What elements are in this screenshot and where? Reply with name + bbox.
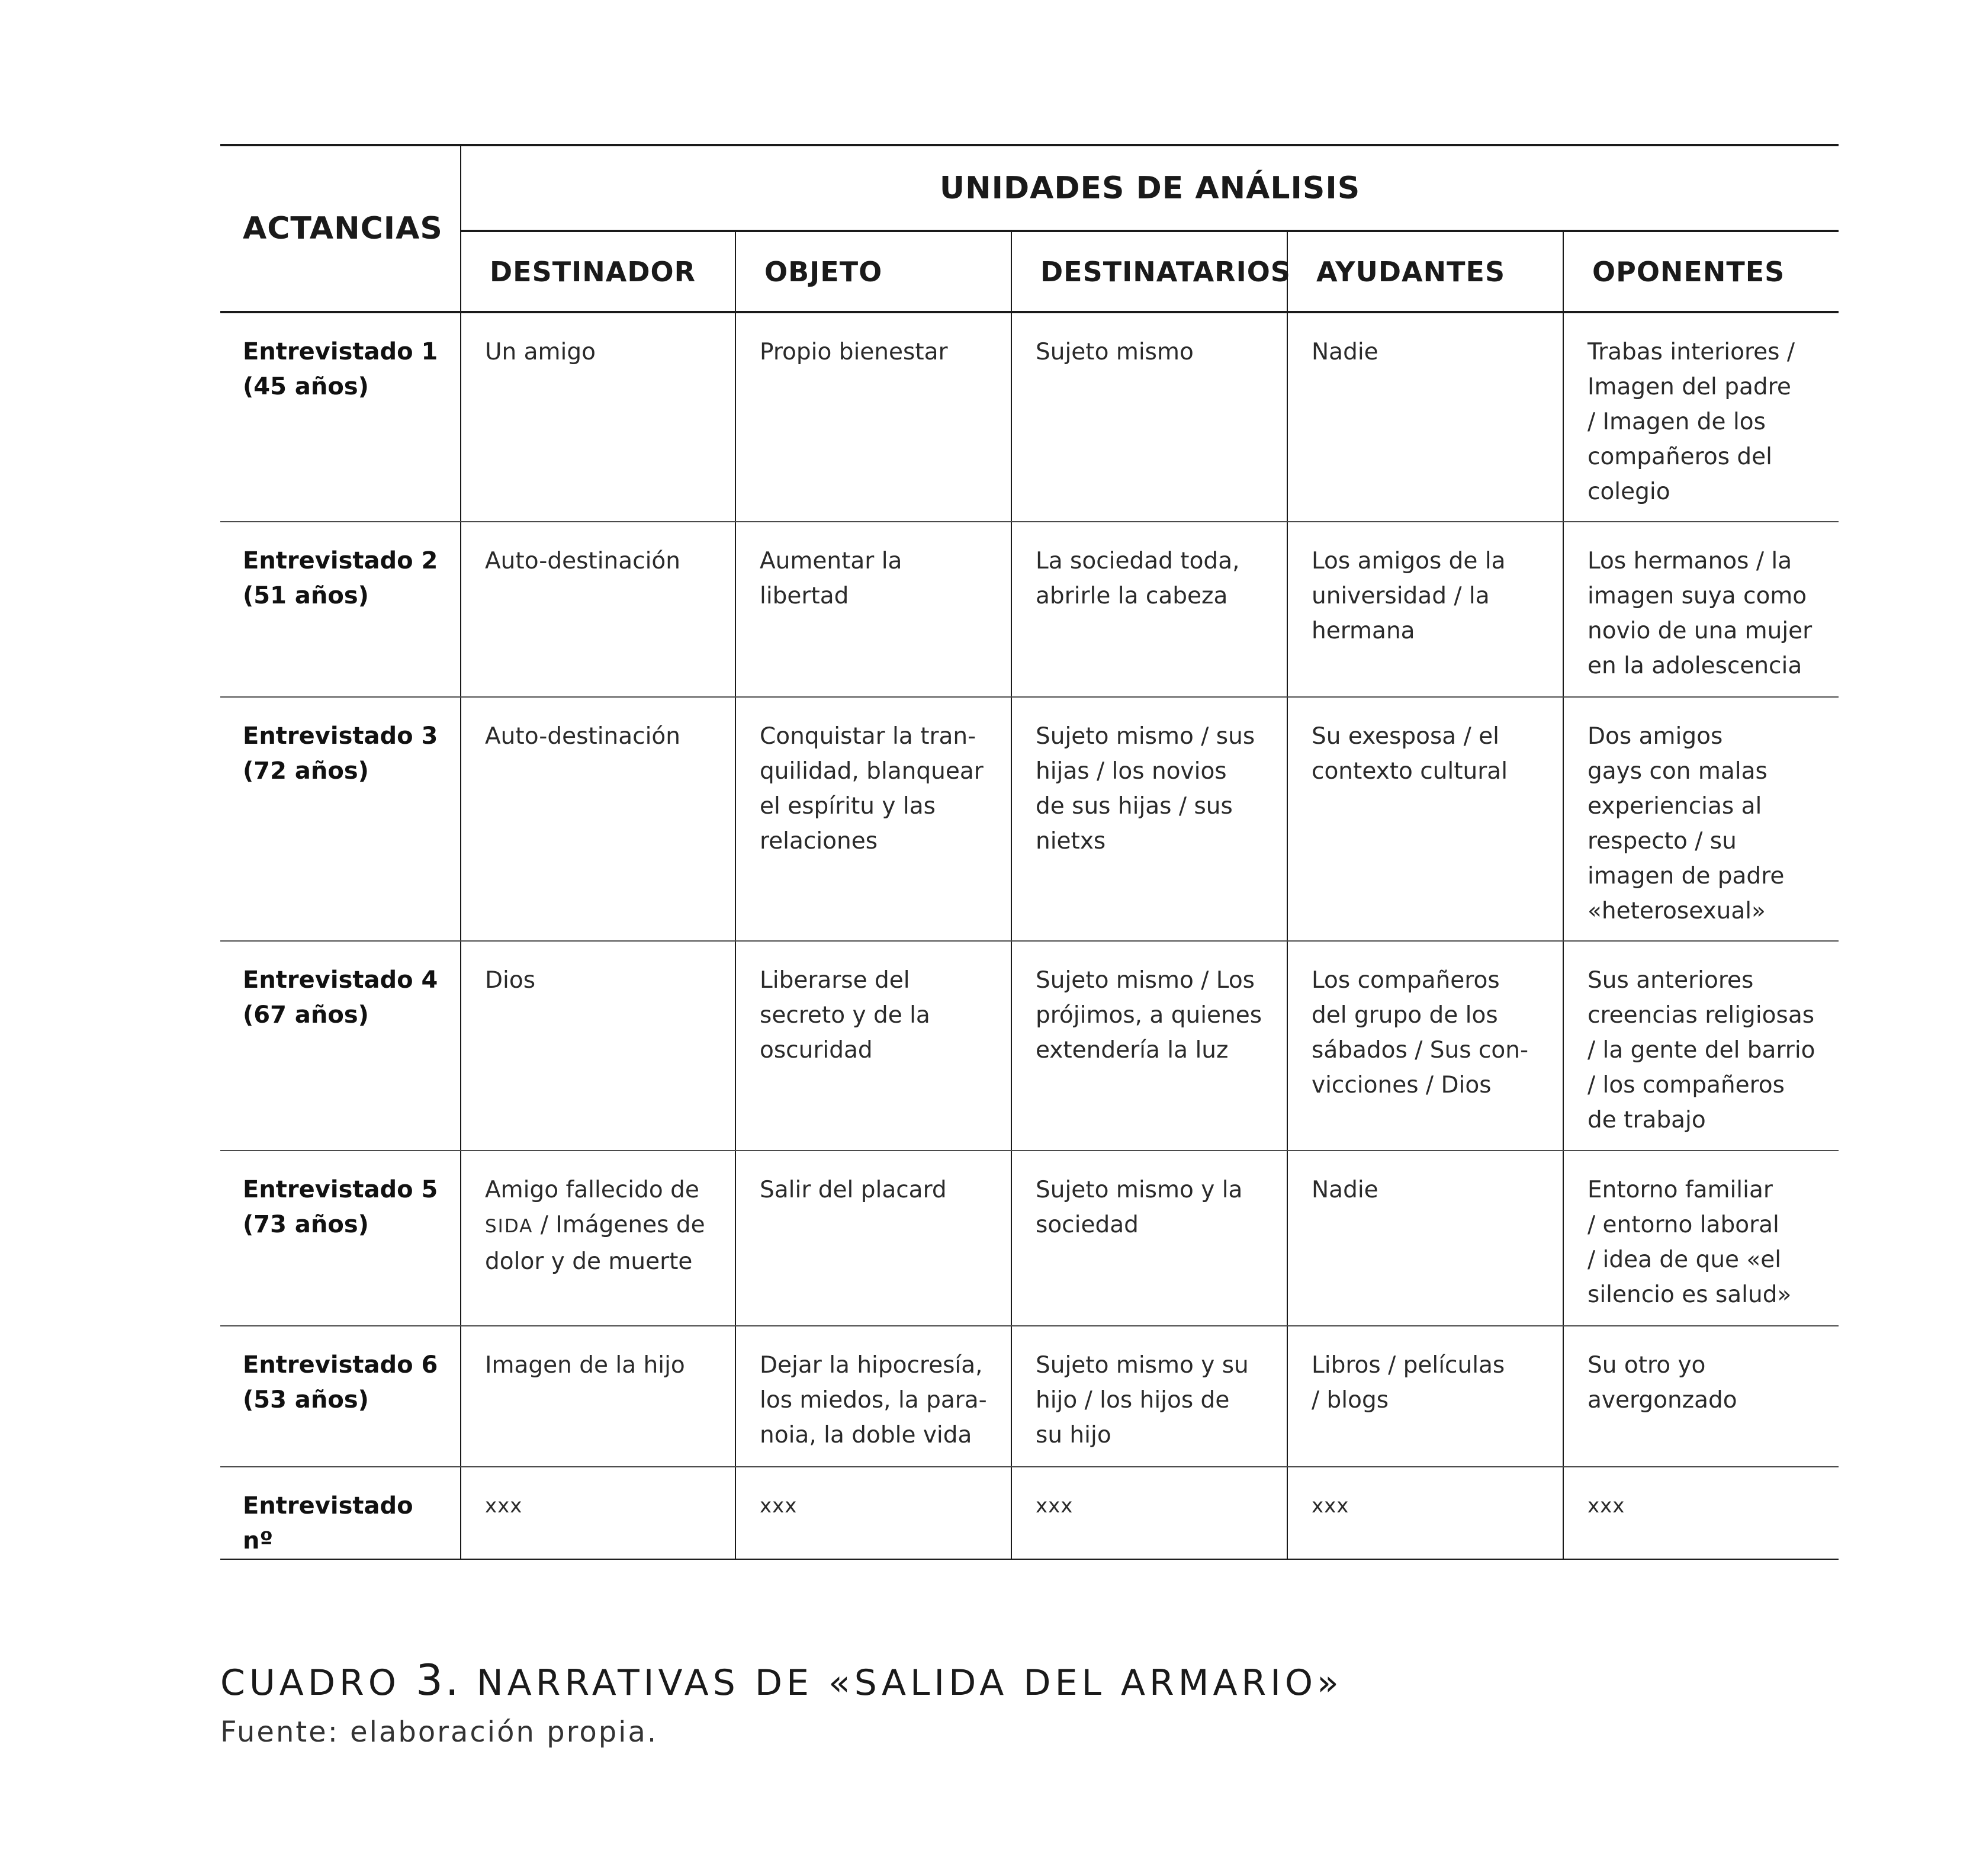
- cell-line: Conquistar la tran-: [760, 723, 976, 750]
- cell-line: Sus anteriores: [1587, 967, 1754, 994]
- table-caption: [220, 1655, 1343, 1705]
- cell-objeto: [735, 1467, 1011, 1559]
- table-row: [220, 1467, 1839, 1559]
- cell-line: Los compañeros: [1312, 967, 1500, 994]
- cell-line: hijas / los novios: [1036, 758, 1227, 785]
- caption-label: CUADRO: [220, 1662, 400, 1704]
- row-header-line: (73 años): [243, 1211, 369, 1238]
- cell-line: Liberarse del: [760, 967, 910, 994]
- cell-line: imagen suya como: [1587, 583, 1807, 609]
- cell-line: oscuridad: [760, 1037, 873, 1064]
- column-header-destinador: DESTINADOR: [461, 231, 735, 312]
- cell-line: de sus hijas / sus: [1036, 793, 1233, 820]
- cell-line: silencio es salud»: [1587, 1281, 1792, 1308]
- cell-line: xxx: [1036, 1494, 1074, 1518]
- cell-oponentes: [1563, 1151, 1839, 1326]
- cell-line: quilidad, blanquear: [760, 758, 984, 785]
- cell-line: Sujeto mismo y la: [1036, 1177, 1243, 1203]
- cell-line: Un amigo: [485, 339, 596, 365]
- cell-destinatarios: [1011, 1151, 1287, 1326]
- cell-line: abrirle la cabeza: [1036, 583, 1228, 609]
- row-header-line: Entrevistado 2: [243, 547, 438, 574]
- source-note: Fuente: elaboración propia.: [220, 1716, 658, 1749]
- cell-destinador: [461, 522, 735, 697]
- cell-destinatarios: [1011, 312, 1287, 522]
- row-header-line: (72 años): [243, 757, 369, 785]
- row-header-line: Entrevistado 5: [243, 1176, 438, 1203]
- cell-oponentes: [1563, 697, 1839, 941]
- table-body: [220, 312, 1839, 1559]
- cell-line: Sujeto mismo / Los: [1036, 967, 1255, 994]
- column-header-ayudantes: AYUDANTES: [1287, 231, 1563, 312]
- cell-ayudantes: [1287, 1151, 1563, 1326]
- cell-line: Nadie: [1312, 339, 1378, 365]
- cell-line: Amigo fallecido de: [485, 1177, 699, 1203]
- cell-line: compañeros del: [1587, 444, 1772, 470]
- cell-destinador: [461, 1326, 735, 1467]
- cell-line: gays con malas: [1587, 758, 1768, 785]
- cell-line: secreto y de la: [760, 1002, 930, 1029]
- cell-line: Sujeto mismo: [1036, 339, 1194, 365]
- row-header-interviewee: [220, 312, 461, 522]
- cell-line: Propio bienestar: [760, 339, 948, 365]
- cell-line: SIDA / Imágenes de: [485, 1212, 705, 1238]
- caption-number: 3.: [416, 1655, 461, 1705]
- cell-destinatarios: [1011, 697, 1287, 941]
- cell-line: Libros / películas: [1312, 1352, 1505, 1379]
- cell-line: Imagen de la hijo: [485, 1352, 685, 1379]
- row-header-line: Entrevistado 1: [243, 338, 438, 365]
- cell-line: Su otro yo: [1587, 1352, 1706, 1379]
- row-header-line: (67 años): [243, 1001, 369, 1029]
- cell-objeto: [735, 697, 1011, 941]
- small-caps-text: SIDA: [485, 1216, 534, 1237]
- cell-line: / Imagen de los: [1587, 409, 1766, 435]
- cell-line: colegio: [1587, 478, 1670, 505]
- actancias-table: [220, 144, 1839, 1560]
- row-header-interviewee: [220, 1151, 461, 1326]
- cell-line: / entorno laboral: [1587, 1212, 1779, 1238]
- cell-line: Auto-destinación: [485, 723, 681, 750]
- cell-destinador: [461, 312, 735, 522]
- table-row: [220, 941, 1839, 1151]
- row-header-line: (45 años): [243, 373, 369, 400]
- cell-destinatarios: [1011, 522, 1287, 697]
- cell-line: avergonzado: [1587, 1387, 1737, 1414]
- cell-line: vicciones / Dios: [1312, 1072, 1492, 1098]
- cell-line: su hijo: [1036, 1422, 1111, 1448]
- column-header-objeto: OBJETO: [735, 231, 1011, 312]
- cell-destinador: [461, 1467, 735, 1559]
- cell-line: La sociedad toda,: [1036, 548, 1240, 574]
- cell-objeto: [735, 522, 1011, 697]
- cell-ayudantes: [1287, 1467, 1563, 1559]
- row-header-line: Entrevistado 4: [243, 966, 438, 994]
- cell-objeto: [735, 312, 1011, 522]
- cell-line: xxx: [1312, 1494, 1349, 1518]
- cell-line: Dejar la hipocresía,: [760, 1352, 983, 1379]
- cell-objeto: [735, 1151, 1011, 1326]
- cell-oponentes: [1563, 1467, 1839, 1559]
- table-row: [220, 1151, 1839, 1326]
- cell-oponentes: [1563, 941, 1839, 1151]
- table-row: [220, 522, 1839, 697]
- cell-destinador: [461, 1151, 735, 1326]
- cell-destinador: [461, 697, 735, 941]
- cell-destinatarios: [1011, 941, 1287, 1151]
- cell-destinador: [461, 941, 735, 1151]
- cell-line: Los amigos de la: [1312, 548, 1506, 574]
- cell-objeto: [735, 941, 1011, 1151]
- row-header-line: (53 años): [243, 1386, 369, 1414]
- cell-line: Trabas interiores /: [1587, 339, 1795, 365]
- cell-line: experiencias al: [1587, 793, 1762, 820]
- cell-line: prójimos, a quienes: [1036, 1002, 1262, 1029]
- cell-ayudantes: [1287, 1326, 1563, 1467]
- cell-destinatarios: [1011, 1467, 1287, 1559]
- cell-line: Dios: [485, 967, 536, 994]
- cell-line: libertad: [760, 583, 849, 609]
- cell-line: de trabajo: [1587, 1107, 1706, 1133]
- column-header-destinatarios: DESTINATARIOS: [1011, 231, 1287, 312]
- cell-line: / la gente del barrio: [1587, 1037, 1815, 1064]
- row-header-line: Entrevistado 3: [243, 722, 438, 750]
- cell-ayudantes: [1287, 522, 1563, 697]
- cell-line: Entorno familiar: [1587, 1177, 1773, 1203]
- cell-line: imagen de padre: [1587, 863, 1785, 889]
- cell-line: / blogs: [1312, 1387, 1389, 1414]
- cell-ayudantes: [1287, 312, 1563, 522]
- cell-line: Aumentar la: [760, 548, 902, 574]
- table-header: [220, 145, 1839, 312]
- cell-line: Sujeto mismo / sus: [1036, 723, 1255, 750]
- cell-line: Imagen del padre: [1587, 374, 1791, 400]
- cell-line: relaciones: [760, 828, 878, 855]
- cell-line: respecto / su: [1587, 828, 1737, 855]
- table-row: [220, 697, 1839, 941]
- cell-line: noia, la doble vida: [760, 1422, 972, 1448]
- row-header-interviewee: [220, 697, 461, 941]
- cell-line: sociedad: [1036, 1212, 1139, 1238]
- row-header-line: (51 años): [243, 582, 369, 609]
- cell-line: hijo / los hijos de: [1036, 1387, 1230, 1414]
- caption-title: NARRATIVAS DE «SALIDA DEL ARMARIO»: [476, 1662, 1343, 1704]
- cell-line: sábados / Sus con-: [1312, 1037, 1529, 1064]
- cell-line: del grupo de los: [1312, 1002, 1498, 1029]
- cell-line: hermana: [1312, 618, 1415, 644]
- cell-line: dolor y de muerte: [485, 1248, 693, 1275]
- cell-line: xxx: [1587, 1494, 1625, 1518]
- cell-line: Nadie: [1312, 1177, 1378, 1203]
- row-header-interviewee: [220, 1467, 461, 1559]
- row-header-interviewee: [220, 941, 461, 1151]
- cell-line: el espíritu y las: [760, 793, 936, 820]
- cell-line: nietxs: [1036, 828, 1106, 855]
- table-row: [220, 312, 1839, 522]
- cell-ayudantes: [1287, 941, 1563, 1151]
- cell-line: novio de una mujer: [1587, 618, 1813, 644]
- row-header-line: Entrevistado 6: [243, 1351, 438, 1379]
- data-table-container: [220, 144, 1839, 1560]
- cell-line: en la adolescencia: [1587, 653, 1802, 679]
- cell-line: universidad / la: [1312, 583, 1490, 609]
- row-header-interviewee: [220, 522, 461, 697]
- cell-line: Su exesposa / el: [1312, 723, 1499, 750]
- cell-line: Dos amigos: [1587, 723, 1723, 750]
- table-row: [220, 1326, 1839, 1467]
- cell-line: Los hermanos / la: [1587, 548, 1792, 574]
- cell-line: xxx: [760, 1494, 798, 1518]
- cell-oponentes: [1563, 522, 1839, 697]
- cell-line: xxx: [485, 1494, 523, 1518]
- cell-line: / idea de que «el: [1587, 1247, 1782, 1273]
- column-header-oponentes: OPONENTES: [1563, 231, 1839, 312]
- cell-line: extendería la luz: [1036, 1037, 1229, 1064]
- cell-line: creencias religiosas: [1587, 1002, 1815, 1029]
- cell-line: contexto cultural: [1312, 758, 1508, 785]
- row-header-interviewee: [220, 1326, 461, 1467]
- cell-line: / los compañeros: [1587, 1072, 1785, 1098]
- cell-objeto: [735, 1326, 1011, 1467]
- cell-oponentes: [1563, 1326, 1839, 1467]
- cell-destinatarios: [1011, 1326, 1287, 1467]
- cell-line: Sujeto mismo y su: [1036, 1352, 1249, 1379]
- corner-header-actancias: ACTANCIAS: [220, 145, 461, 312]
- row-header-line: Entrevistado nº: [243, 1492, 413, 1554]
- cell-line: los miedos, la para-: [760, 1387, 987, 1414]
- cell-ayudantes: [1287, 697, 1563, 941]
- group-header-unidades: UNIDADES DE ANÁLISIS: [461, 145, 1839, 231]
- cell-line: Salir del placard: [760, 1177, 947, 1203]
- cell-oponentes: [1563, 312, 1839, 522]
- cell-line: «heterosexual»: [1587, 898, 1766, 924]
- cell-line: Auto-destinación: [485, 548, 681, 574]
